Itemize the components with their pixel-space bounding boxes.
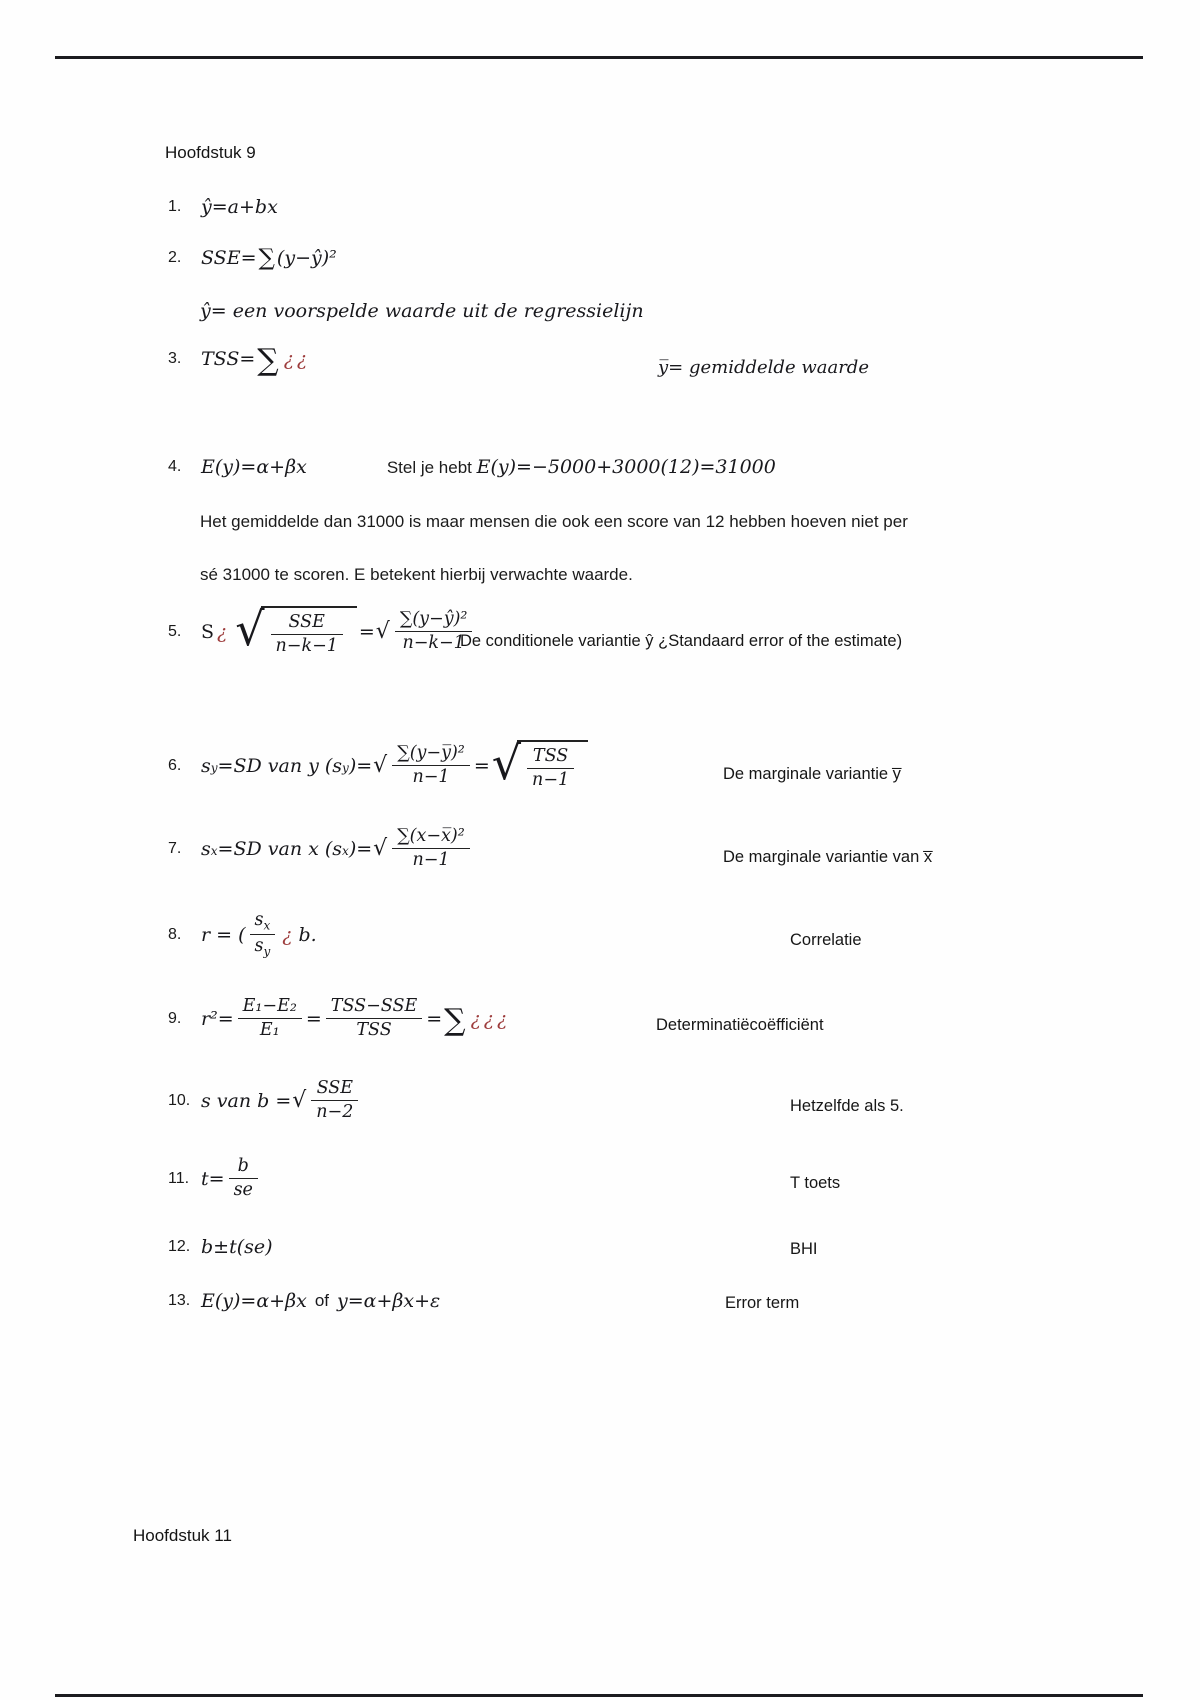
formula-row-3 — [168, 343, 313, 378]
radical: √ $\frac{\text{SSE}}{n-k-1}$ — [235, 606, 357, 658]
radical: √ $\frac{\text{TSS}}{n-1}$ — [492, 740, 588, 792]
formula-4: E(y)=α+βx — [201, 456, 307, 478]
chapter-heading-11: Hoofdstuk 11 — [133, 1526, 232, 1545]
ocr-artifact: ¿¿¿ — [470, 1007, 511, 1030]
formula-2-note-row — [200, 300, 644, 322]
paragraph-line-2: sé 31000 te scoren. E betekent hierbij verwachte waarde. — [200, 565, 633, 584]
paragraph-line-1: Het gemiddelde dan 31000 is maar mensen die ook een score van 12 hebben hoeven niet per — [200, 512, 908, 531]
term-label-9: Determinatiëcoëfficiënt — [656, 1016, 824, 1034]
formula-row-11 — [168, 1156, 262, 1202]
formula-row-1 — [168, 196, 278, 218]
formula-row-7 — [168, 826, 474, 872]
item-number: 5. — [168, 622, 182, 640]
formula-row-13 — [168, 1290, 440, 1312]
bottom-rule — [55, 1694, 1143, 1697]
radical-sign-icon: √ — [235, 601, 265, 656]
formula-1: ŷ=a+bx — [201, 196, 278, 218]
sqrt-icon: √ — [373, 753, 388, 779]
example-formula: E(y)=−5000+3000(12)=31000 — [476, 456, 776, 478]
formula-12: b±t(se) — [201, 1236, 273, 1258]
ocr-artifact: ¿ — [282, 923, 296, 946]
item-number: 13. — [168, 1292, 191, 1309]
term-label-3: y̅= gemiddelde waarde — [658, 357, 869, 378]
term-label-6: De marginale variantie y̅ — [723, 765, 901, 783]
formula-2: SSE= ∑ (y−ŷ)² — [201, 245, 337, 271]
item-number: 11. — [168, 1169, 190, 1187]
item-number: 4. — [168, 458, 182, 475]
item-number: 8. — [168, 925, 182, 943]
sigma-icon: ∑ — [258, 245, 275, 271]
ocr-artifact: ¿ — [217, 620, 231, 643]
item-number: 7. — [168, 839, 182, 857]
formula-row-9 — [168, 996, 513, 1042]
item-number: 1. — [168, 198, 182, 215]
term-label-7: De marginale variantie van x̅ — [723, 848, 933, 866]
formula-11: t= $\frac{b}{se}$ — [201, 1156, 262, 1202]
formula-3: TSS= ∑ ¿¿ — [201, 343, 311, 378]
formula-10: s van b = √ $\frac{\text{SSE}}{n-2}$ — [201, 1078, 362, 1124]
item-number: 6. — [168, 756, 182, 774]
term-label-12: BHI — [790, 1240, 818, 1258]
formula-row-4 — [168, 456, 776, 478]
formula-row-2 — [168, 246, 337, 269]
formula-13: E(y)=α+βx of y=α+βx+ε — [201, 1290, 441, 1312]
term-label-8: Correlatie — [790, 931, 862, 949]
sqrt-icon: √ — [373, 836, 388, 862]
item-number: 12. — [168, 1238, 191, 1255]
sigma-icon: ∑ — [444, 1002, 466, 1038]
item-number: 3. — [168, 350, 182, 367]
formula-9: r²= $\frac{\text{E₁−E₂}}{\text{E₁}}$ = $\frac{\text{TSS−SSE}}{\text{TSS}}$ = ∑ ¿¿¿ — [201, 996, 511, 1040]
item-number: 9. — [168, 1009, 182, 1027]
formula-row-8 — [168, 910, 317, 959]
formula-row-6 — [168, 735, 590, 792]
sigma-icon: ∑ — [257, 343, 279, 378]
radical-sign-icon: √ — [491, 735, 522, 790]
chapter-heading-9: Hoofdstuk 9 — [165, 143, 256, 162]
formula-6: s y =SD van y ( s y )= √ $\frac{\text{∑(y−y̅)²}}{n-1}$ = √ $\frac{\text{TSS}}{n-1}$ — [201, 740, 590, 792]
formula-2-note: ŷ= een voorspelde waarde uit de regressielijn — [200, 300, 644, 322]
sqrt-icon: √ — [292, 1088, 307, 1114]
formula-7: s x =SD van x ( s x )= √ $\frac{\text{∑(x−x̅)²}}{n-1}$ — [201, 826, 474, 872]
item-number: 2. — [168, 248, 182, 266]
ocr-artifact: ¿¿ — [283, 348, 311, 370]
formula-5: S ¿ √ $\frac{\text{SSE}}{n-k-1}$ = √ $\frac{\text{∑(y−ŷ)²}}{n-k-1}$ — [201, 606, 476, 658]
formula-row-12 — [168, 1236, 273, 1258]
term-label-5: De conditionele variantie ŷ ¿Standaard error of the estimate) — [460, 632, 903, 650]
sqrt-icon: √ — [375, 619, 390, 645]
term-label-10: Hetzelfde als 5. — [790, 1097, 904, 1115]
formula-row-5 — [168, 601, 476, 658]
item-number: 10. — [168, 1091, 191, 1109]
formula-8: r = ( $\frac{s_x}{s_y}$ ¿ b. — [201, 910, 317, 958]
term-label-13: Error term — [725, 1294, 800, 1312]
term-label-11: T toets — [790, 1174, 841, 1192]
top-rule — [55, 56, 1143, 59]
formula-row-10 — [168, 1078, 362, 1124]
example-text: Stel je hebt E(y)=−5000+3000(12)=31000 — [386, 456, 776, 478]
